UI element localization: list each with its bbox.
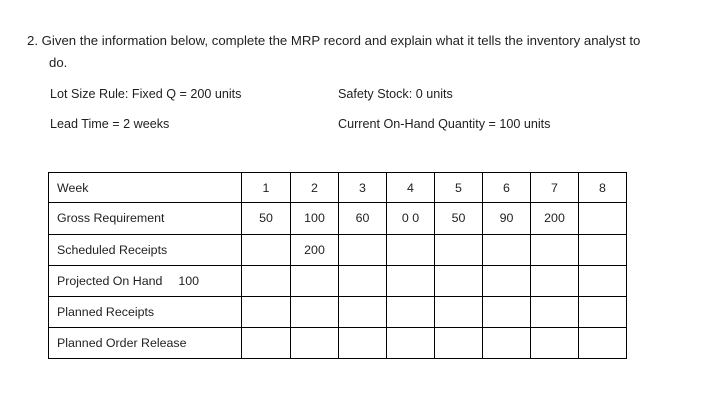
gross-requirement-week-3: 60 bbox=[339, 203, 387, 234]
week-3: 3 bbox=[339, 173, 387, 203]
question-number: 2. bbox=[27, 33, 38, 48]
scheduled-receipts-week-2: 200 bbox=[291, 234, 339, 265]
planned-order-release-label: Planned Order Release bbox=[57, 335, 187, 350]
gross-requirement-week-2: 100 bbox=[291, 203, 339, 234]
week-header-row bbox=[49, 173, 627, 203]
planned-receipts-week-6[interactable] bbox=[483, 297, 531, 327]
planned-order-release-week-2[interactable] bbox=[291, 327, 339, 358]
planned-receipts-week-2[interactable] bbox=[291, 297, 339, 327]
planned-receipts-week-8[interactable] bbox=[579, 297, 627, 327]
question-line-1 bbox=[27, 30, 677, 52]
scheduled-receipts-week-1[interactable] bbox=[242, 234, 291, 265]
planned-receipts-row bbox=[49, 297, 627, 327]
planned-receipts-week-1[interactable] bbox=[242, 297, 291, 327]
week-6: 6 bbox=[483, 173, 531, 203]
lot-size-rule: Lot Size Rule: Fixed Q = 200 units bbox=[50, 87, 242, 101]
projected-on-hand-week-3[interactable] bbox=[339, 265, 387, 296]
initial-on-hand-value: 100 bbox=[178, 274, 200, 289]
projected-on-hand-week-2[interactable] bbox=[291, 265, 339, 296]
scheduled-receipts-week-7[interactable] bbox=[531, 234, 579, 265]
planned-receipts-label-cell bbox=[49, 297, 242, 327]
gross-requirement-row bbox=[49, 203, 627, 234]
week-header-label: Week bbox=[49, 173, 242, 203]
scheduled-receipts-label-cell bbox=[49, 234, 242, 265]
gross-requirement-week-6: 90 bbox=[483, 203, 531, 234]
planned-order-release-week-7[interactable] bbox=[531, 327, 579, 358]
projected-on-hand-label-cell bbox=[49, 265, 242, 296]
week-2: 2 bbox=[291, 173, 339, 203]
planned-order-release-week-3[interactable] bbox=[339, 327, 387, 358]
scheduled-receipts-week-5[interactable] bbox=[435, 234, 483, 265]
question-text bbox=[27, 30, 677, 74]
week-7: 7 bbox=[531, 173, 579, 203]
projected-on-hand-week-8[interactable] bbox=[579, 265, 627, 296]
planned-receipts-week-3[interactable] bbox=[339, 297, 387, 327]
mrp-record bbox=[48, 172, 626, 359]
gross-requirement-week-8[interactable] bbox=[579, 203, 627, 234]
gross-requirement-week-1: 50 bbox=[242, 203, 291, 234]
planned-order-release-week-8[interactable] bbox=[579, 327, 627, 358]
week-1: 1 bbox=[242, 173, 291, 203]
gross-requirement-week-4: 0 0 bbox=[387, 203, 435, 234]
week-5: 5 bbox=[435, 173, 483, 203]
planned-order-release-week-1[interactable] bbox=[242, 327, 291, 358]
planned-receipts-week-7[interactable] bbox=[531, 297, 579, 327]
planned-order-release-week-4[interactable] bbox=[387, 327, 435, 358]
scheduled-receipts-week-3[interactable] bbox=[339, 234, 387, 265]
scheduled-receipts-row bbox=[49, 234, 627, 265]
planned-receipts-week-5[interactable] bbox=[435, 297, 483, 327]
projected-on-hand-week-7[interactable] bbox=[531, 265, 579, 296]
gross-requirement-label-cell bbox=[49, 203, 242, 234]
week-8: 8 bbox=[579, 173, 627, 203]
projected-on-hand-week-1[interactable] bbox=[242, 265, 291, 296]
planned-order-release-row bbox=[49, 327, 627, 358]
week-4: 4 bbox=[387, 173, 435, 203]
current-on-hand: Current On-Hand Quantity = 100 units bbox=[338, 117, 551, 131]
planned-order-release-week-6[interactable] bbox=[483, 327, 531, 358]
lead-time: Lead Time = 2 weeks bbox=[50, 117, 170, 131]
question-body: Given the information below, complete the MRP record and explain what it tells the inventory analyst to bbox=[41, 33, 641, 48]
safety-stock: Safety Stock: 0 units bbox=[338, 87, 453, 101]
projected-on-hand-row bbox=[49, 265, 627, 296]
scheduled-receipts-week-4[interactable] bbox=[387, 234, 435, 265]
projected-on-hand-week-6[interactable] bbox=[483, 265, 531, 296]
projected-on-hand-week-5[interactable] bbox=[435, 265, 483, 296]
planned-order-release-week-5[interactable] bbox=[435, 327, 483, 358]
planned-receipts-label: Planned Receipts bbox=[57, 304, 155, 319]
scheduled-receipts-week-8[interactable] bbox=[579, 234, 627, 265]
gross-requirement-week-7: 200 bbox=[531, 203, 579, 234]
question-line-2: do. bbox=[49, 55, 68, 70]
scheduled-receipts-label: Scheduled Receipts bbox=[57, 242, 168, 257]
gross-requirement-label: Gross Requirement bbox=[57, 211, 165, 226]
planned-receipts-week-4[interactable] bbox=[387, 297, 435, 327]
gross-requirement-week-5: 50 bbox=[435, 203, 483, 234]
projected-on-hand-label: Projected On Hand bbox=[57, 274, 163, 289]
projected-on-hand-week-4[interactable] bbox=[387, 265, 435, 296]
planned-order-release-label-cell bbox=[49, 327, 242, 358]
mrp-table bbox=[48, 172, 627, 359]
scheduled-receipts-week-6[interactable] bbox=[483, 234, 531, 265]
